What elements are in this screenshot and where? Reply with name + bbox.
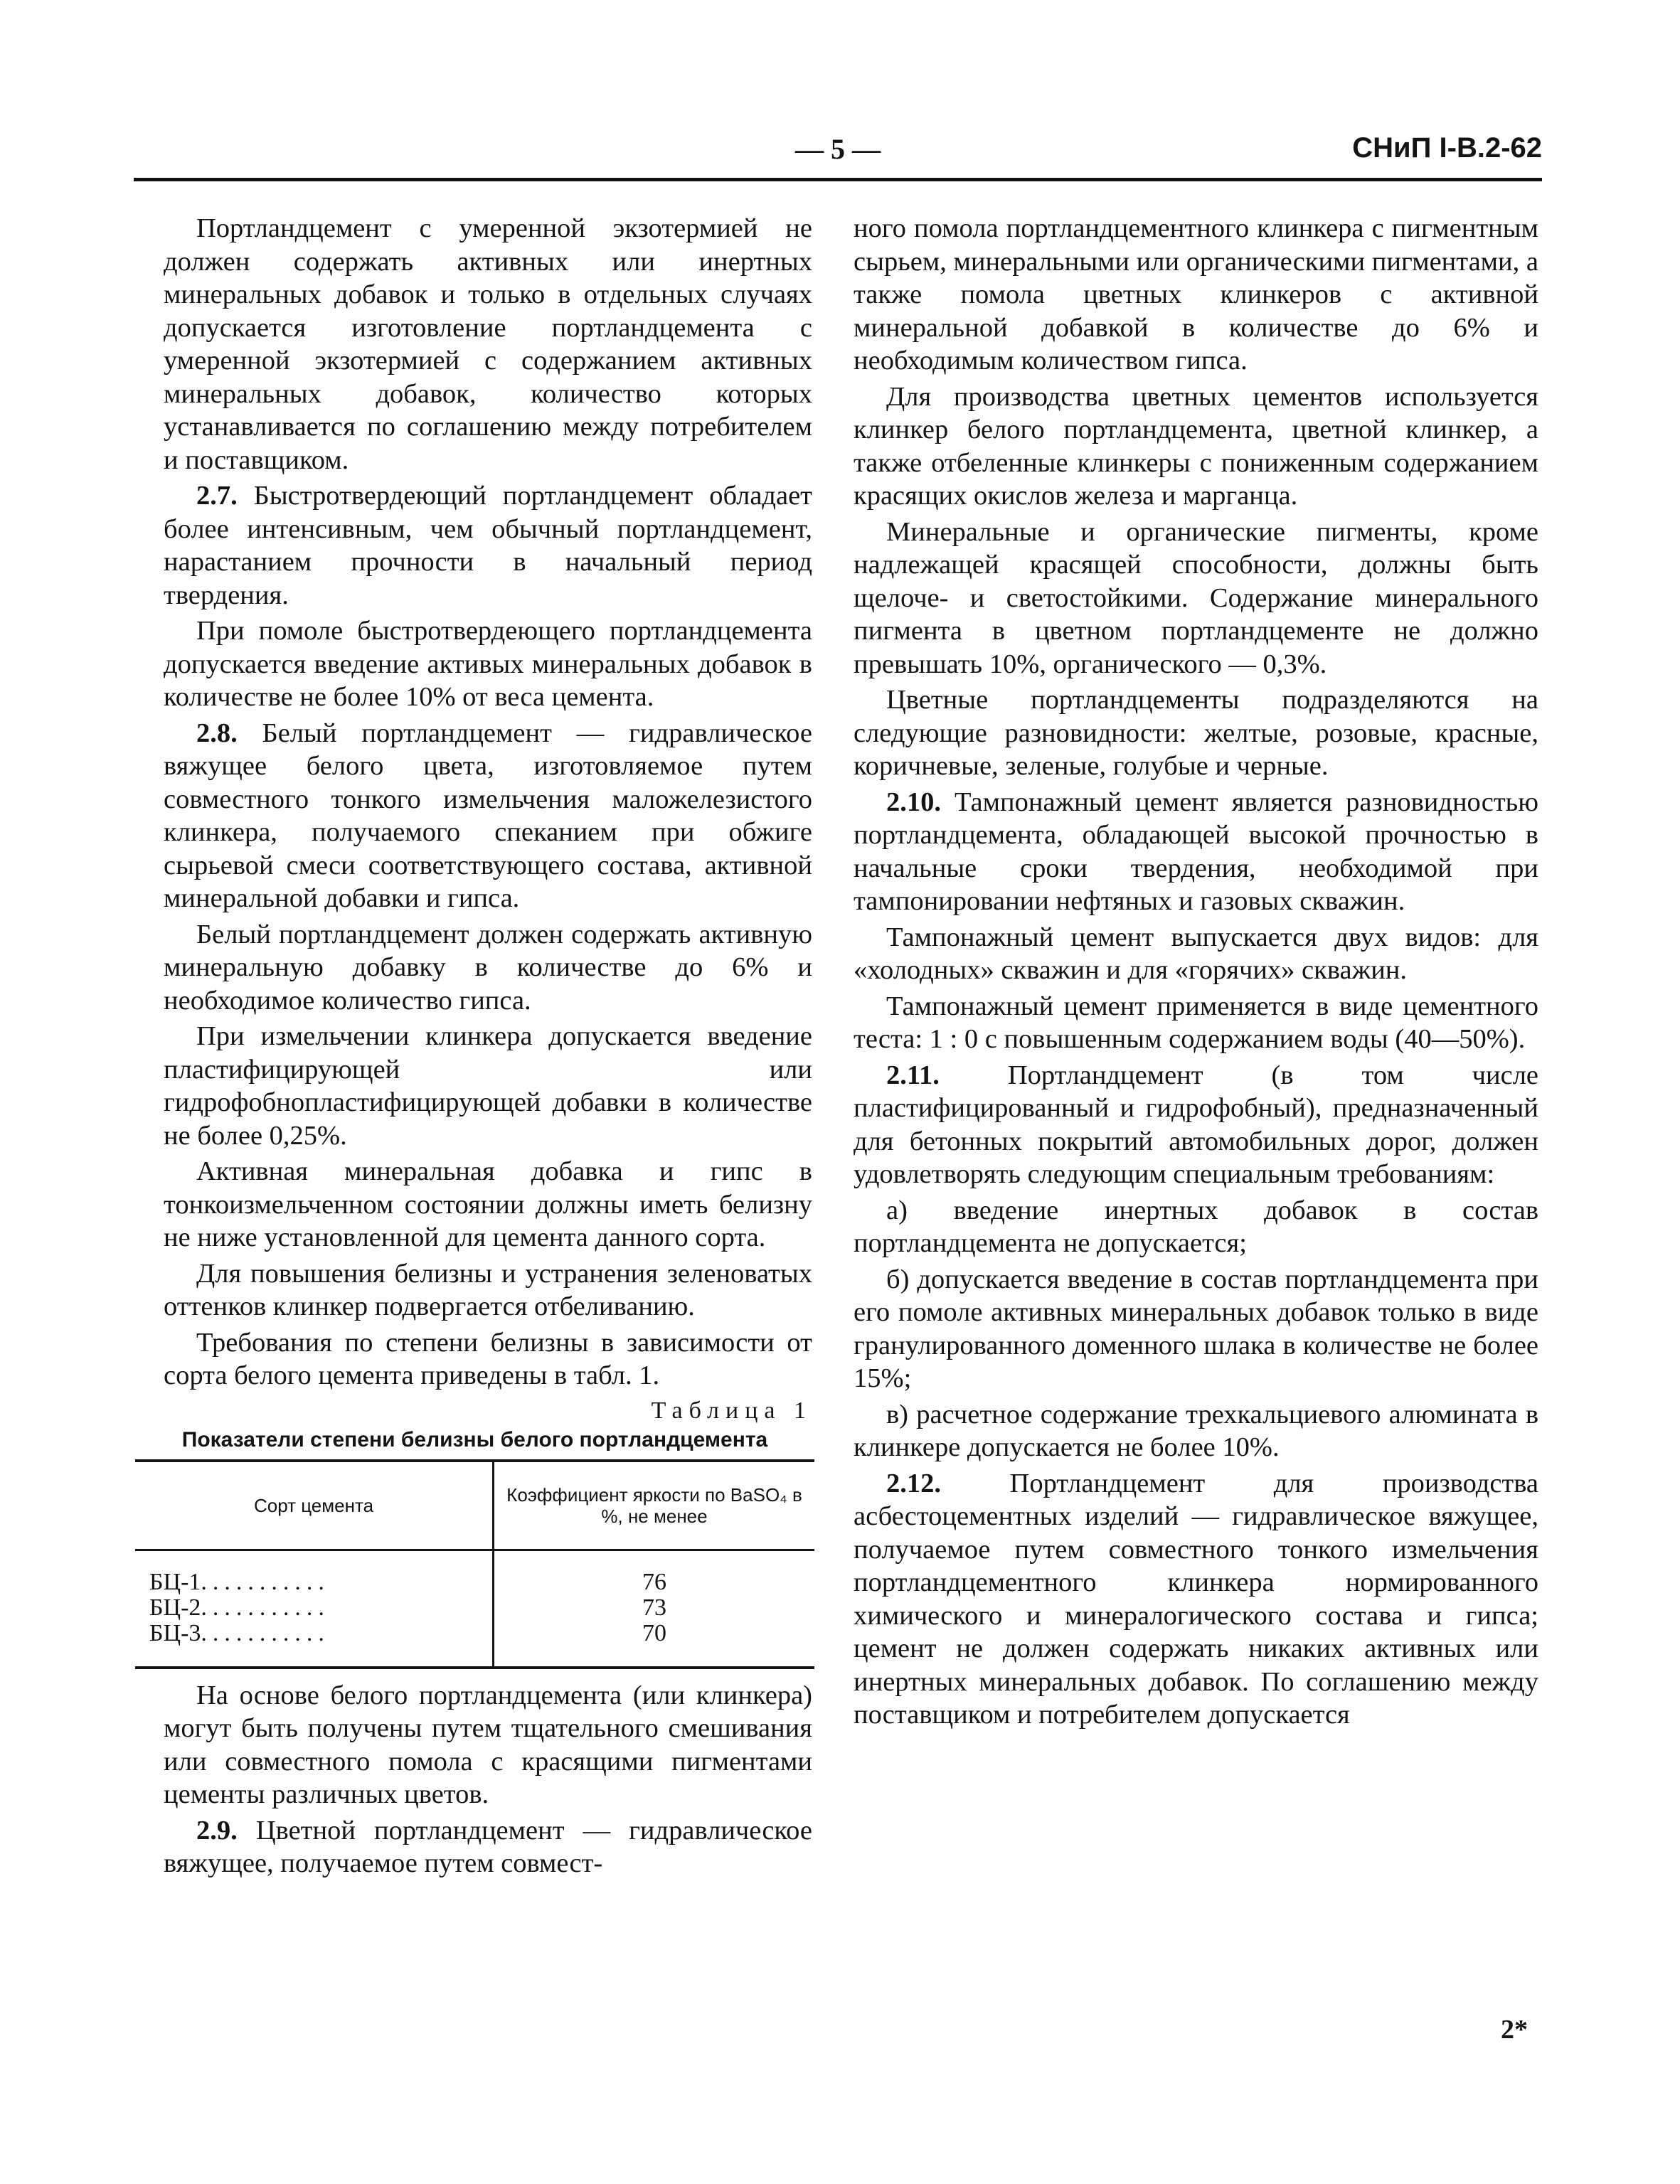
section-text: Тампонажный цемент является разновидностью портландцемента, обладающей высокой прочностью в начальные сроки твердения, необходимой при тампонировании нефтяных и газовых скважин.: [854, 787, 1538, 916]
value-cell: 76: [642, 1568, 666, 1595]
table-row: [135, 1621, 814, 1668]
leader-dots: ...........: [201, 1594, 330, 1621]
section-number: 2.12.: [886, 1468, 941, 1498]
paragraph: Тампонажный цемент выпускается двух видов: для «холодных» скважин и для «горячих» скважин.: [854, 922, 1538, 985]
table-title: Показатели степени белизны белого портландцемента: [181, 1427, 768, 1451]
leader-dots: ...........: [201, 1568, 330, 1595]
paragraph: Цветные портландцементы подразделяются на следующие разновидности: желтые, розовые, красные, коричневые, зеленые, голубые и черные.: [854, 685, 1538, 781]
grade-cell: БЦ-1: [149, 1568, 201, 1595]
header-rule: [134, 178, 1542, 181]
paragraph: Минеральные и органические пигменты, кроме надлежащей красящей способности, должны быть щелоче- и светостойкими. Содержание минерального пигмента в цветном портландцементе не должно превышать 10%, органического — 0,3%.: [854, 516, 1538, 679]
signature-mark: 2*: [1501, 2015, 1528, 2045]
section-number: 2.10.: [886, 787, 941, 817]
paragraph: Тампонажный цемент применяется в виде цементного теста: 1 : 0 с повышенным содержанием воды (40—50%).: [854, 991, 1538, 1054]
page-header: [134, 132, 1542, 175]
value-cell: 73: [642, 1594, 666, 1621]
paragraph: При измельчении клинкера допускается введение пластифицирующей или гидрофобнопластифицирующей добавки в количестве не более 0,25%.: [164, 1021, 812, 1151]
section-2-9: [164, 1814, 812, 1880]
paragraph: ного помола портландцементного клинкера с пигментным сырьем, минеральными или органическими пигментами, а также помола цветных клинкеров с активной минеральной добавкой в количестве до 6% и необходимым количеством гипса.: [854, 213, 1538, 375]
section-2-8: [164, 717, 812, 915]
section-number: 2.7.: [196, 481, 238, 511]
section-number: 2.11.: [886, 1060, 940, 1090]
grade-cell: БЦ-2: [149, 1594, 201, 1621]
document-code: СНиП I-В.2-62: [1352, 132, 1542, 164]
paragraph: Портландцемент с умеренной экзотермией не должен содержать активных или инертных минеральных добавок и только в отдельных случаях допускается изготовление портландцемента с умеренной экзотермией с содержанием активных минеральных добавок, количество которых устанавливается по соглашению между потребителем и поставщиком.: [164, 213, 812, 475]
paragraph: Активная минеральная добавка и гипс в тонкоизмельченном состоянии должны иметь белизну не ниже установленной для цемента данного сорта.: [164, 1156, 812, 1252]
section-text: Белый портландцемент — гидравлическое вяжущее белого цвета, изготовляемое путем совместного тонкого измельчения маложелезистого клинкера, получаемого спеканием при обжиге сырьевой смеси соответствующего состава, активной минеральной добавки и гипса.: [164, 718, 812, 913]
section-number: 2.9.: [196, 1815, 238, 1845]
list-item-c: в) расчетное содержание трехкальциевого алюмината в клинкере допускается не более 10%.: [854, 1399, 1538, 1462]
value-cell: 70: [642, 1619, 666, 1646]
section-2-12: [854, 1467, 1538, 1732]
grade-cell: БЦ-3: [149, 1619, 201, 1646]
leader-dots: ...........: [201, 1619, 330, 1646]
section-number: 2.8.: [196, 718, 238, 748]
table-label: Таблица 1: [651, 1397, 812, 1424]
brightness-table: [135, 1459, 814, 1669]
paragraph: Для производства цветных цементов используется клинкер белого портландцемента, цветной клинкер, а также отбеленные клинкеры с пониженным содержанием красящих окислов железа и марганца.: [854, 381, 1538, 511]
paragraph: Требования по степени белизны в зависимости от сорта белого цемента приведены в табл. 1.: [164, 1327, 812, 1390]
table-header-brightness: Коэффициент яркости по BaSO₄ в %, не менее: [494, 1461, 815, 1550]
section-text: Портландцемент (в том числе пластифицированный и гидрофобный), предназначенный для бетонных покрытий автомобильных дорог, должен удовлетворять следующим специальным требованиям:: [854, 1060, 1539, 1189]
paragraph: При помоле быстротвердеющего портландцемента допускается введение активых минеральных добавок в количестве не более 10% от веса цемента.: [164, 616, 812, 712]
section-text: Портландцемент для производства асбестоцементных изделий — гидравлическое вяжущее, получаемое путем совместного тонкого измельчения портландцементного клинкера нормированного химического и минералогического состава и гипса; цемент не должен содержать никаких активных или инертных минеральных добавок. По соглашению между поставщиком и потребителем допускается: [854, 1468, 1539, 1730]
table-header-grade: Сорт цемента: [135, 1461, 494, 1550]
paragraph: Белый портландцемент должен содержать активную минеральную добавку в количестве до 6% и необходимое количество гипса.: [164, 919, 812, 1016]
page-number: — 5 —: [795, 133, 881, 165]
left-column: [149, 212, 813, 1883]
table-row: [135, 1550, 814, 1595]
paragraph: На основе белого портландцемента (или клинкера) могут быть получены путем тщательного смешивания или совместного помола с красящими пигментами цементы различных цветов.: [164, 1680, 812, 1809]
section-text: Быстротвердеющий портландцемент обладает более интенсивным, чем обычный портландцемент, нарастанием прочности в начальный период твердения.: [164, 481, 813, 610]
paragraph: Для повышения белизны и устранения зеленоватых оттенков клинкер подвергается отбеливанию.: [164, 1258, 812, 1321]
list-item-b: б) допускается введение в состав портландцемента при его помоле активных минеральных добавок только в виде гранулированного доменного шлака в количестве не более 15%;: [854, 1264, 1538, 1393]
right-column: [854, 212, 1538, 1735]
section-2-11: [854, 1059, 1538, 1191]
section-2-10: [854, 786, 1538, 918]
list-item-a: а) введение инертных добавок в состав портландцемента не допускается;: [854, 1195, 1538, 1258]
table-row: [135, 1595, 814, 1621]
section-2-7: [164, 479, 812, 612]
section-text: Цветной портландцемент — гидравлическое вяжущее, получаемое путем совмест-: [164, 1815, 812, 1878]
